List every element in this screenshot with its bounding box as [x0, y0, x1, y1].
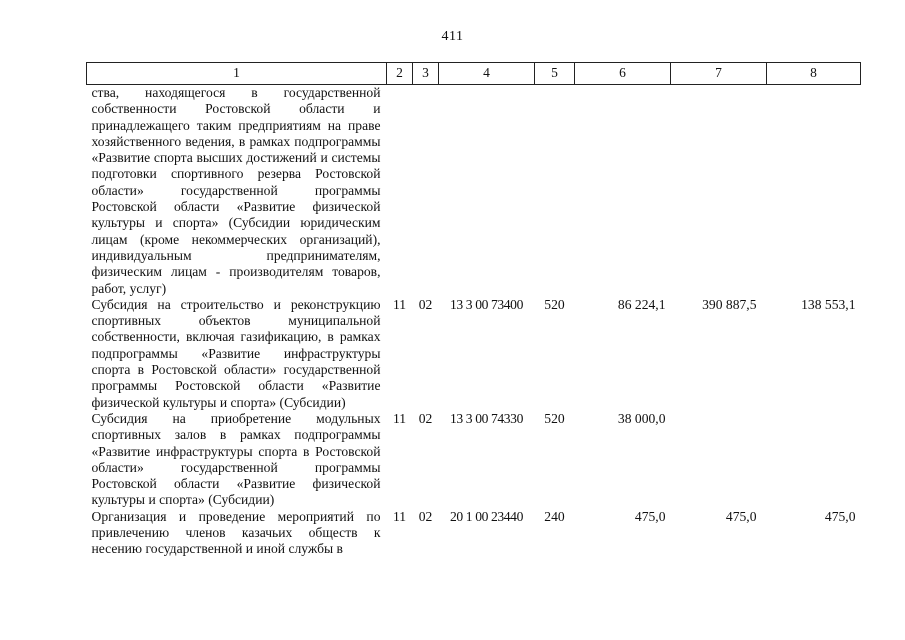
row-expense-type: 520 [544, 296, 565, 312]
header-col-8: 8 [767, 63, 861, 85]
row-section [387, 85, 413, 297]
row-amount-col6: 475,0 [634, 508, 666, 524]
row-amount-col7 [671, 411, 767, 509]
row-amount-col7 [671, 85, 767, 297]
table-row [87, 85, 861, 297]
header-col-4: 4 [439, 63, 535, 85]
row-subsection: 02 [418, 508, 433, 524]
header-col-7: 7 [671, 63, 767, 85]
header-col-6: 6 [575, 63, 671, 85]
row-name: ства, находящегося в государственной собственности Ростовской области и принадлежащего таким предприятиям на праве хозяйственного ведения, в рамках подпрограммы «Развитие спорта высших достижений и системы подготовки спортивного резерва Ростовской области» государственной программы Ростовской области «Развитие физической культуры и спорта» (Субсидии юридическим лицам (кроме некоммерческих организаций), индивидуальным предпринимателям, физическим лицам - производителям товаров, работ, услуг) [91, 85, 381, 296]
row-amount-col8: 475,0 [824, 508, 856, 524]
row-section: 11 [392, 296, 407, 312]
header-row [87, 63, 861, 85]
row-expense-type: 520 [544, 410, 565, 426]
page-number: 411 [441, 29, 464, 44]
row-section: 11 [392, 410, 407, 426]
row-subsection: 02 [418, 410, 433, 426]
row-amount-col8 [767, 85, 861, 297]
budget-table [86, 62, 861, 558]
row-amount-col7: 390 887,5 [702, 296, 757, 312]
header-col-1: 1 [87, 63, 387, 85]
row-section: 11 [392, 508, 407, 524]
table-row [87, 411, 861, 509]
row-subsection: 02 [418, 296, 433, 312]
row-expense-type: 240 [544, 508, 565, 524]
header-col-2: 2 [387, 63, 413, 85]
row-target-code [439, 85, 535, 297]
row-name: Организация и проведение мероприятий по привлечению членов казачьих обществ к несению государственной и иной службы в [91, 508, 381, 557]
row-amount-col6: 38 000,0 [617, 410, 666, 426]
row-subsection [413, 85, 439, 297]
table-row [87, 297, 861, 411]
row-amount-col7: 475,0 [725, 508, 757, 524]
row-name: Субсидия на строительство и реконструкцию спортивных объектов муниципальной собственности, включая газификацию, в рамках подпрограммы «Развитие инфраструктуры спорта в Ростовской области» государственной программы Ростовской области «Развитие физической культуры и спорта» (Субсидии) [91, 296, 381, 410]
row-amount-col8 [767, 411, 861, 509]
row-target-code: 13 3 00 74330 [450, 410, 523, 426]
row-expense-type [535, 85, 575, 297]
row-amount-col8: 138 553,1 [801, 296, 856, 312]
row-target-code: 20 1 00 23440 [450, 508, 523, 524]
row-name: Субсидия на приобретение модульных спортивных залов в рамках подпрограммы «Развитие инфраструктуры спорта в Ростовской области» государственной программы Ростовской области «Развитие физической культуры и спорта» (Субсидии) [91, 410, 381, 508]
header-col-3: 3 [413, 63, 439, 85]
header-col-5: 5 [535, 63, 575, 85]
row-amount-col6: 86 224,1 [617, 296, 666, 312]
table-row [87, 509, 861, 558]
row-target-code: 13 3 00 73400 [450, 296, 523, 312]
row-amount-col6 [575, 85, 671, 297]
